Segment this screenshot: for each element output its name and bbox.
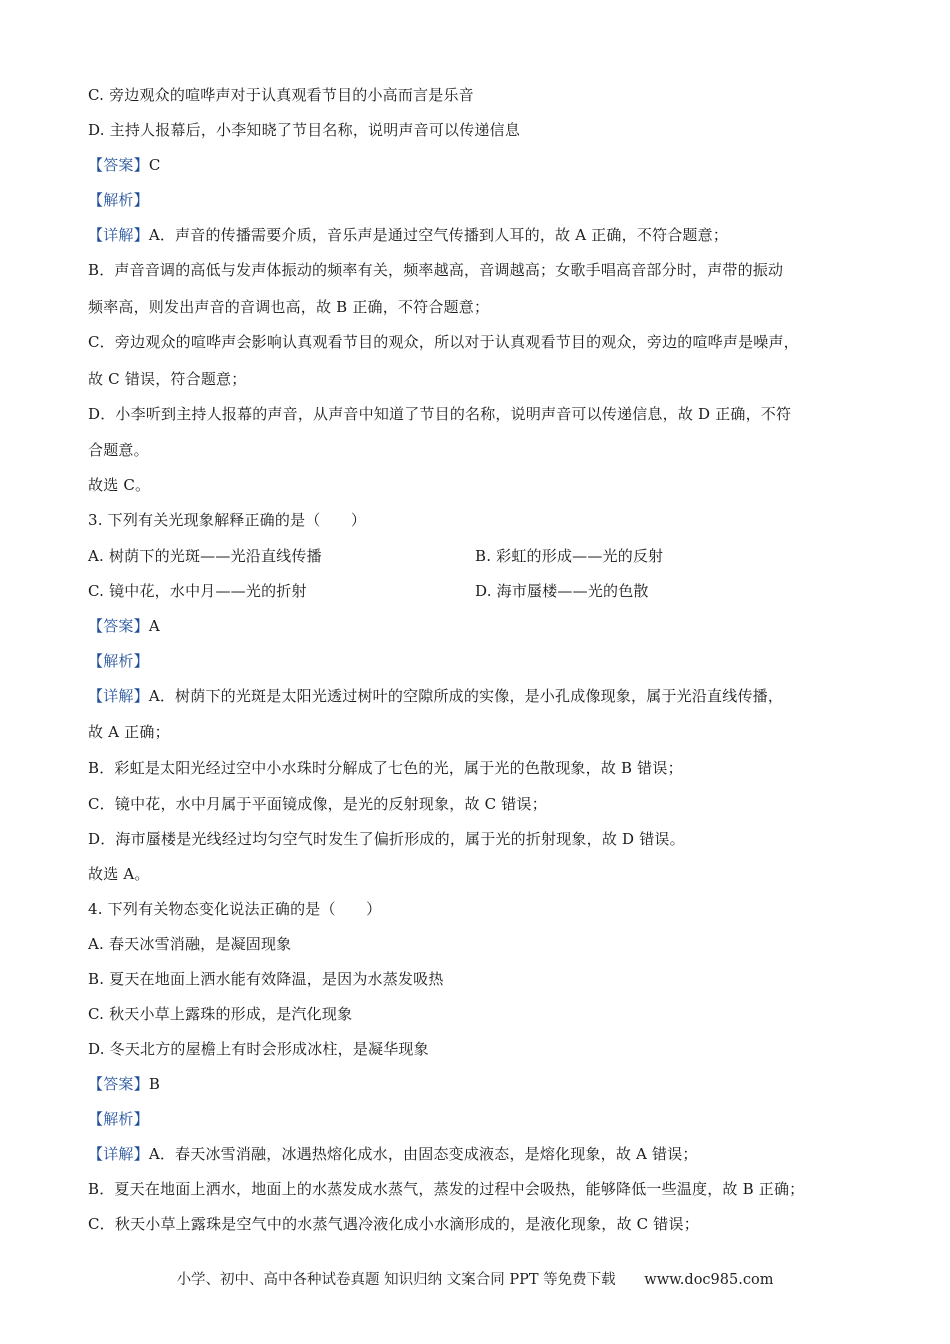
line-text: C．秋天小草上露珠是空气中的水蒸气遇冷液化成小水滴形成的，是液化现象，故 C 错误； — [88, 1215, 699, 1233]
text-line — [88, 260, 783, 280]
text-line — [88, 297, 489, 317]
line-text: D. 冬天北方的屋檐上有时会形成冰柱，是凝华现象 — [88, 1040, 429, 1058]
option-right-column: B. 彩虹的形成——光的反射 — [475, 547, 664, 565]
line-text: B — [148, 1075, 161, 1093]
text-line — [88, 899, 381, 919]
text-line — [88, 440, 149, 460]
section-tag: 【答案】 — [88, 617, 149, 635]
line-text: D. 主持人报幕后，小李知晓了节目名称，说明声音可以传递信息 — [88, 121, 521, 139]
line-text: 频率高，则发出声音的音调也高，故 B 正确，不符合题意； — [88, 298, 490, 316]
text-line — [88, 1214, 699, 1234]
line-text: A. 树荫下的光斑——光沿直线传播 — [88, 547, 322, 565]
line-text: C. 旁边观众的喧哗声对于认真观看节目的小高而言是乐音 — [88, 86, 474, 104]
option-right-column: D. 海市蜃楼——光的色散 — [475, 582, 649, 600]
line-text: 3. 下列有关光现象解释正确的是（ ） — [88, 511, 367, 529]
text-line — [88, 1074, 160, 1094]
line-text: A．树荫下的光斑是太阳光透过树叶的空隙所成的实像，是小孔成像现象，属于光沿直线传播， — [148, 687, 784, 705]
line-text: 故 A 正确； — [88, 723, 170, 741]
text-line — [88, 120, 520, 140]
text-line — [88, 934, 291, 954]
line-text: C．镜中花，水中月属于平面镜成像，是光的反射现象，故 C 错误； — [88, 795, 547, 813]
line-text: C. 秋天小草上露珠的形成，是汽化现象 — [88, 1005, 353, 1023]
text-line — [88, 190, 149, 210]
text-line — [88, 404, 791, 424]
line-text: 故选 A。 — [88, 865, 150, 883]
text-line — [88, 369, 246, 389]
text-line — [88, 225, 728, 245]
text-line — [88, 1039, 429, 1059]
line-text: C. 镜中花，水中月——光的折射 — [88, 582, 307, 600]
line-text: 4. 下列有关物态变化说法正确的是（ ） — [88, 900, 382, 918]
text-line — [88, 829, 685, 849]
text-line — [88, 1179, 804, 1199]
section-tag: 【答案】 — [88, 1075, 149, 1093]
section-tag: 【解析】 — [88, 191, 149, 209]
line-text: A — [148, 617, 160, 635]
text-line — [88, 969, 444, 989]
line-text: B. 夏天在地面上洒水能有效降温，是因为水蒸发吸热 — [88, 970, 444, 988]
line-text: A. 春天冰雪消融，是凝固现象 — [88, 935, 292, 953]
line-text: D．海市蜃楼是光线经过均匀空气时发生了偏折形成的，属于光的折射现象，故 D 错误。 — [88, 830, 685, 848]
line-text: 故选 C。 — [88, 476, 151, 494]
text-line — [88, 651, 149, 671]
line-text: A．声音的传播需要介质，音乐声是通过空气传播到人耳的，故 A 正确，不符合题意； — [148, 226, 729, 244]
line-text: B．彩虹是太阳光经过空中小水珠时分解成了七色的光，属于光的色散现象，故 B 错误； — [88, 759, 683, 777]
text-line — [88, 85, 474, 105]
text-line — [88, 475, 150, 495]
text-line — [88, 722, 170, 742]
text-line — [88, 332, 799, 352]
text-line — [88, 616, 160, 636]
line-text: B．声音音调的高低与发声体振动的频率有关，频率越高，音调越高；女歌手唱高音部分时，声带的振动 — [88, 261, 784, 279]
section-tag: 【详解】 — [88, 226, 149, 244]
text-line — [88, 546, 664, 566]
text-line — [88, 510, 366, 530]
section-tag: 【解析】 — [88, 652, 149, 670]
line-text: C — [148, 156, 161, 174]
text-line — [88, 155, 161, 175]
section-tag: 【详解】 — [88, 687, 149, 705]
line-text: 故 C 错误，符合题意； — [88, 370, 247, 388]
page-footer — [0, 1268, 950, 1289]
footer-promo-text: 小学、初中、高中各种试卷真题 知识归纳 文案合同 PPT 等免费下载 — [176, 1272, 616, 1288]
text-line — [88, 1004, 352, 1024]
text-line — [88, 1109, 149, 1129]
footer-website-link[interactable]: www.doc985.com — [644, 1272, 774, 1288]
text-line — [88, 686, 783, 706]
line-text: D．小李听到主持人报幕的声音，从声音中知道了节目的名称，说明声音可以传递信息，故 D 正确，不符 — [88, 405, 792, 423]
section-tag: 【解析】 — [88, 1110, 149, 1128]
section-tag: 【答案】 — [88, 156, 149, 174]
text-line — [88, 864, 150, 884]
line-text: C．旁边观众的喧哗声会影响认真观看节目的观众，所以对于认真观看节目的观众，旁边的喧哗声是噪声， — [88, 333, 799, 351]
text-line — [88, 758, 683, 778]
line-text: 合题意。 — [88, 441, 149, 459]
section-tag: 【详解】 — [88, 1145, 149, 1163]
text-line — [88, 794, 547, 814]
text-line — [88, 1144, 698, 1164]
line-text: A．春天冰雪消融，冰遇热熔化成水，由固态变成液态，是熔化现象，故 A 错误； — [148, 1145, 698, 1163]
line-text: B．夏天在地面上洒水，地面上的水蒸发成水蒸气，蒸发的过程中会吸热，能够降低一些温度，故 B 正确； — [88, 1180, 805, 1198]
text-line — [88, 581, 649, 601]
